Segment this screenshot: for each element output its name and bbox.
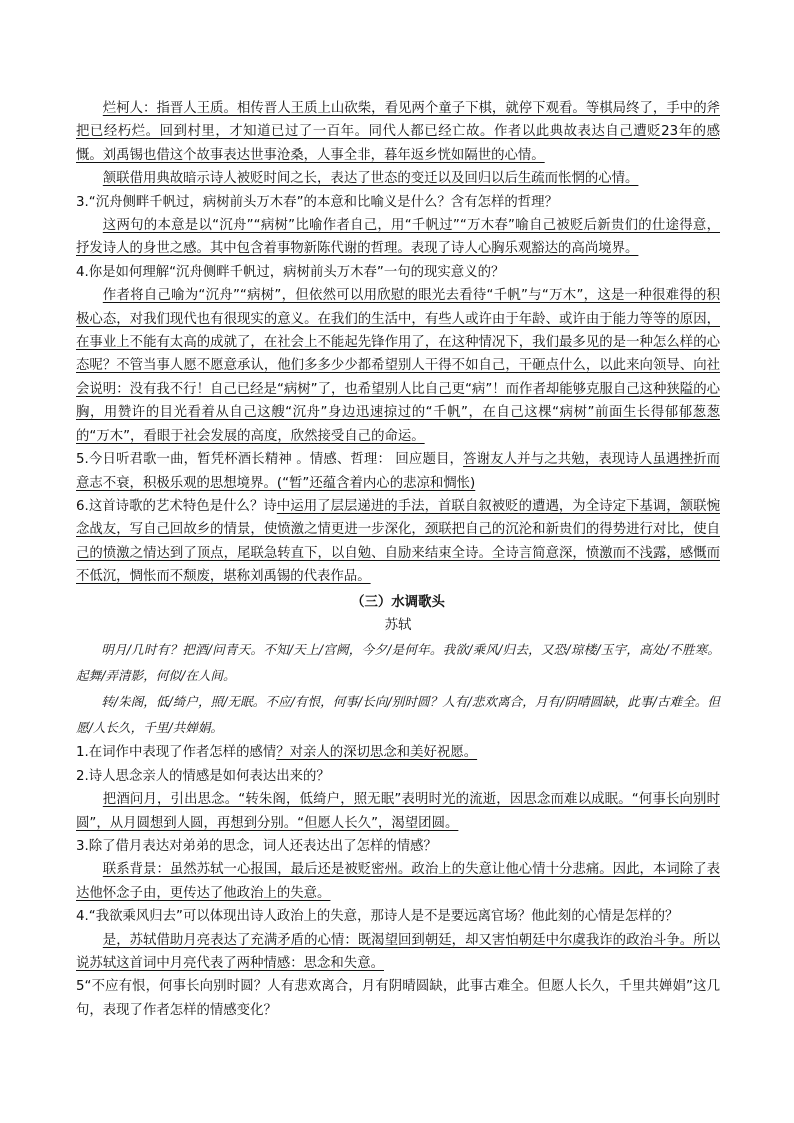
answer-paragraph [76,284,720,448]
poem-stanza: 转/朱阁，低/绮户，照/无眠。不应/有恨，何事/长向/别时圆？人有/悲欢离合，月有/阴晴圆缺，此事/古难全。但愿/人长久，千里/共婵娟。 [76,694,720,736]
answer-text: 作者将自己喻为“沉舟”“病树”，但依然可以用欣慰的眼光去看待“千帆”与“万木”，这是一种很难得的积极心态，对我们现代也有很现实的意义。在我们的生活中，有些人或许由于年龄、或许由于能力等等的原因，在事业上不能有太高的成就了，在社会上不能起先锋作用了，在这种情况下，我们最多见的是一种怎么样的心态呢？不管当事人愿不愿意承认，他们多多少少都希望别人干得不如自己，干砸点什么，以此来向领导、向社会说明：没有我不行！自己已经是“病树”了，也希望别人比自己更“病”！而作者却能够克服自己这种狭隘的心胸，用赞许的目光看着从自己这艘“沉舟”身边迅速掠过的“千帆”，在自己这棵“病树”前面生长得郁郁葱葱的“万木”，看眼于社会发展的高度，欣然接受自己的命运。 [76,288,720,444]
answer-text: 颔联借用典故暗示诗人被贬时间之长，表达了世态的变迁以及回归以后生疏而怅惘的心情。 [102,171,639,187]
inline-answer: 中运用了层层递进的手法，首联自叙被贬的遭遇，为全诗定下基调，颔联惋念战友，写自己回故乡的情景，使愤激之情更进一步深化，颈联把自己的沉沦和新贵们的得势进行对比，使自己的愤激之情达到了顶点，尾联急转直下，以自勉、自励来结束全诗。全诗言简意深，愤激而不浅露，感慨而不低沉，惆怅而不颓废，堪称刘禹锡的代表作品。 [76,498,720,585]
answer-paragraph [76,214,720,261]
section-title: （三）水调歌头 [351,594,445,610]
answer-paragraph [76,858,720,905]
answer-paragraph [76,97,720,167]
question-text: 5.今日听君歌一曲，暂凭杯酒长精神 。情感、哲理： 回应题目，答谢友人并与之共勉，表现诗人虽遇挫折而意志不衰，积极乐观的思想境界。(“暂”还蕴含着内心的悲凉和惆怅) [76,452,720,491]
question-text: 3.除了借月表达对弟弟的思念，词人还表达出了怎样的情感？ [76,838,437,854]
question-text: 6.这首诗歌的艺术特色是什么？诗中运用了层层递进的手法，首联自叙被贬的遭遇，为全诗定下基调，颔联惋念战友，写自己回故乡的情景，使愤激之情更进一步深化，颈联把自己的沉沦和新贵们的得势进行对比，使自己的愤激之情达到了顶点，尾联急转直下，以自勉、自励来结束全诗。全诗言简意深，愤激而不浅露，感慨而不低沉，惆怅而不颓废，堪称刘禹锡的代表作品。 [76,498,720,585]
question-text: 1.在词作中表现了作者怎样的感情？对亲人的深切思念和美好祝愿。 [76,745,478,761]
question-text: 5“不应有恨，何事长向别时圆？人有悲欢离合，月有阴晴圆缺，此事古难全。但愿人长久，千里共婵娟”这几句，表现了作者怎样的情感变化？ [76,979,720,1018]
poem-author: 苏轼 [384,617,412,633]
question-text: 2.诗人思念亲人的情感是如何表达出来的？ [76,768,330,784]
answer-text: 是，苏轼借助月亮表达了充满矛盾的心情：既渴望回到朝廷，却又害怕朝廷中尔虞我诈的政治斗争。所以说苏轼这首词中月亮代表了两种情感：思念和失意。 [76,932,720,971]
answer-paragraph [76,929,720,976]
answer-paragraph [76,788,720,835]
question-text: 3.“沉舟侧畔千帆过，病树前头万木春”的本意和比喻义是什么？含有怎样的哲理？ [76,194,558,210]
answer-text: 烂柯人：指晋人王质。相传晋人王质上山砍柴，看见两个童子下棋，就停下观看。等棋局终了，手中的斧把已经朽烂。回到村里，才知道已过了一百年。同代人都已经亡故。作者以此典故表达自己遭贬23年的感慨。刘禹锡也借这个故事表达世事沧桑，人事全非，暮年返乡恍如隔世的心情。 [76,101,720,163]
inline-answer: ？对亲人的深切思念和美好祝愿。 [276,745,478,761]
question-text: 4.你是如何理解“沉舟侧畔千帆过，病树前头万木春”一句的现实意义的？ [76,264,505,280]
question-text: 4.“我欲乘风归去”可以体现出诗人政治上的失意，那诗人是不是要远离官场？他此刻的心情是怎样的？ [76,909,679,925]
document-body [76,97,720,1022]
inline-answer: 答谢友人并与之共勉，表现诗人虽遇挫折而意志不衰，积极乐观的思想境界。(“暂”还蕴含着内心的悲凉和惆怅) [76,452,720,491]
poem-stanza: 明月/几时有？把酒/问青天。不知/天上/宫阙，今夕/是何年。我欲/乘风/归去，又恐/琼楼/玉宇，高处/不胜寒。起舞/弄清影，何似/在人间。 [76,642,720,684]
answer-text: 这两句的本意是以“沉舟”“病树”比喻作者自己，用“千帆过”“万木春”喻自己被贬后新贵们的仕途得意，抒发诗人的身世之感。其中包含着事物新陈代谢的哲理。表现了诗人心胸乐观豁达的高尚境界。 [76,218,720,257]
answer-text: 联系背景：虽然苏轼一心报国，最后还是被贬密州。政治上的失意让他心情十分悲痛。因此，本词除了表达他怀念子由，更传达了他政治上的失意。 [76,862,720,901]
answer-text: 把酒问月，引出思念。“转朱阁，低绮户，照无眠”表明时光的流逝，因思念而难以成眠。“何事长向别时圆”，从月圆想到人圆，再想到分别。“但愿人长久”，渴望团圆。 [76,792,720,831]
answer-paragraph [76,167,720,190]
